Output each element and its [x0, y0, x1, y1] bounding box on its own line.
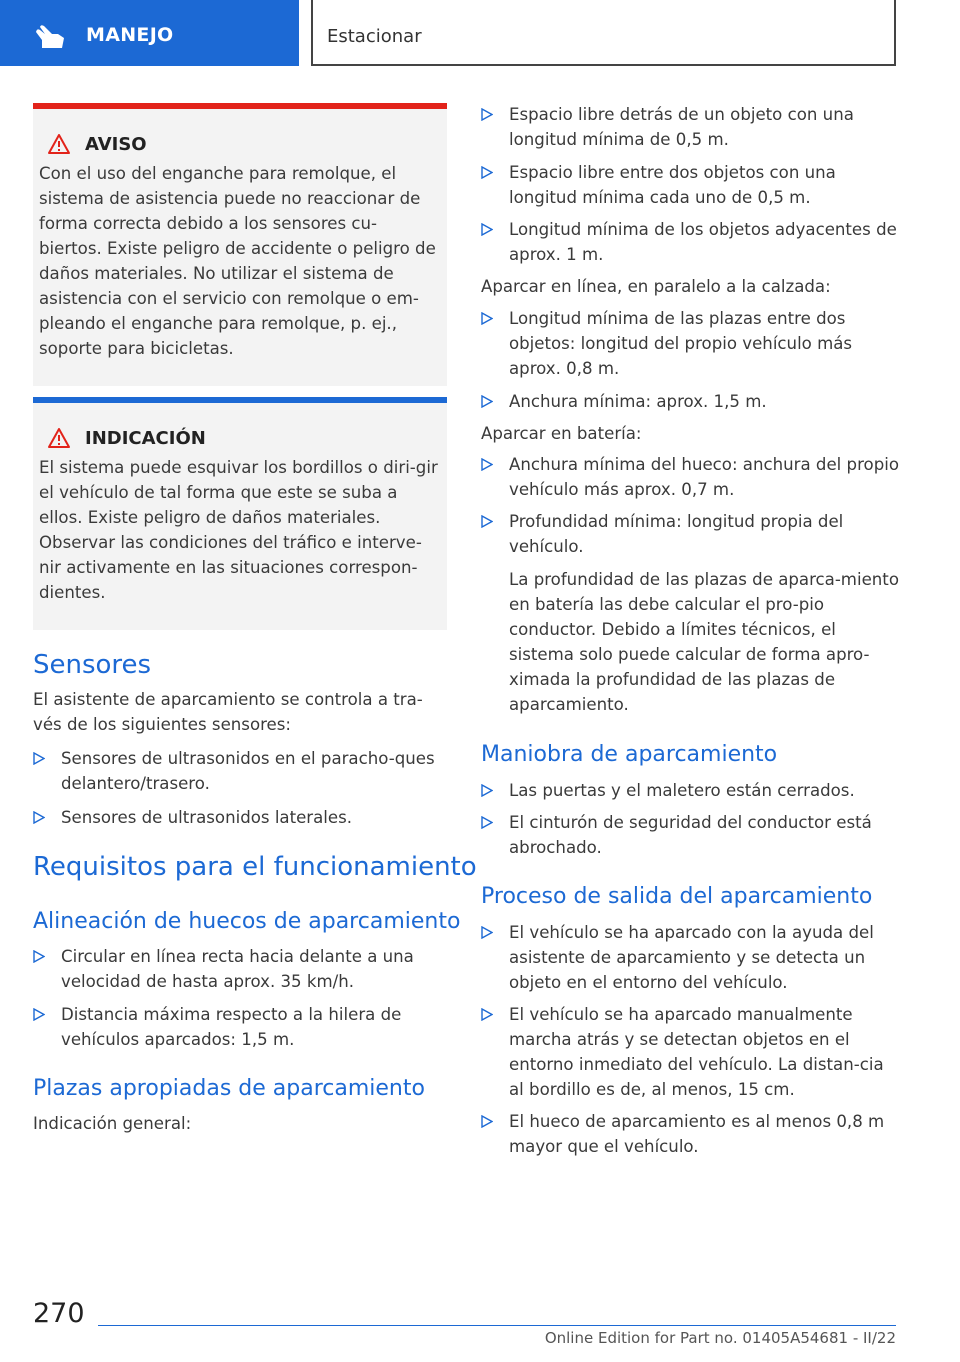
salida-heading: Proceso de salida del aparcamiento — [481, 884, 873, 909]
list-item-text: Sensores de ultrasonidos laterales. — [61, 808, 353, 827]
warning-text: Con el uso del enganche para remolque, el sistema de asistencia puede no reaccionar de forma correcta debido a los sensores cu-biertos. Existe peligro de accidente o peligro de daños materiales. No utilizar el sistema de asistencia con el servicio con remolque o em-pleando el enganche para remolque, p. ej., soporte para bicicletas. — [39, 164, 436, 358]
list-item — [481, 778, 899, 803]
triangle-bullet-icon — [481, 1115, 493, 1128]
plazas-heading: Plazas apropiadas de aparcamiento — [33, 1076, 425, 1101]
triangle-bullet-icon — [481, 108, 493, 121]
sensores-intro: El asistente de aparcamiento se controla a tra-vés de los siguientes sensores: — [33, 690, 423, 734]
linea-intro: Aparcar en línea, en paralelo a la calzada: — [481, 277, 831, 296]
bateria-note: La profundidad de las plazas de aparca-miento en batería las debe calcular el pro-pio conductor. Debido a límites técnicos, el sistema solo puede calcular de forma apro-ximada la profundidad de las plazas de aparcamiento. — [509, 570, 899, 714]
alineacion-heading: Alineación de huecos de aparcamiento — [33, 909, 461, 934]
list-item-text: Circular en línea recta hacia delante a una velocidad de hasta aprox. 35 km/h. — [61, 947, 414, 991]
list-item-text: Anchura mínima: aprox. 1,5 m. — [509, 392, 767, 411]
note-text: El sistema puede esquivar los bordillos o diri-gir el vehículo de tal forma que este se suba a ellos. Existe peligro de daños materiales. Observar las condiciones del tráfico e interve-nir activamente en las situaciones correspon-dientes. — [39, 458, 438, 602]
list-item — [481, 509, 899, 559]
triangle-bullet-icon — [33, 752, 45, 765]
list-item — [481, 1109, 899, 1159]
note-header — [39, 425, 439, 451]
list-item — [481, 102, 899, 152]
note-label: INDICACIÓN — [85, 427, 206, 449]
section-label: MANEJO — [86, 24, 174, 46]
list-item-text: El vehículo se ha aparcado con la ayuda del asistente de aparcamiento y se detecta un objeto en el entorno del vehículo. — [509, 923, 874, 992]
chapter-title: Estacionar — [327, 26, 422, 47]
list-item — [33, 1002, 447, 1052]
triangle-bullet-icon — [33, 811, 45, 824]
list-item-text: Las puertas y el maletero están cerrados. — [509, 781, 855, 800]
list-item-text: El cinturón de seguridad del conductor está abrochado. — [509, 813, 872, 857]
triangle-bullet-icon — [481, 515, 493, 528]
page-header — [0, 0, 960, 66]
list-item-text: Espacio libre detrás de un objeto con una longitud mínima de 0,5 m. — [509, 105, 854, 149]
list-item — [481, 389, 899, 414]
triangle-bullet-icon — [481, 458, 493, 471]
triangle-bullet-icon — [481, 1008, 493, 1021]
sensores-heading: Sensores — [33, 650, 152, 680]
triangle-bullet-icon — [481, 395, 493, 408]
footer-edition: Online Edition for Part no. 01405A54681 - II/22 — [544, 1329, 896, 1347]
chapter-box — [311, 0, 896, 66]
requisitos-heading: Requisitos para el funcionamiento — [33, 852, 477, 882]
footer-rule — [98, 1325, 896, 1326]
list-item — [481, 1002, 899, 1102]
bateria-intro: Aparcar en batería: — [481, 424, 642, 443]
list-item — [481, 920, 899, 995]
triangle-bullet-icon — [481, 816, 493, 829]
list-item — [33, 805, 447, 830]
list-item — [33, 746, 447, 796]
triangle-bullet-icon — [481, 166, 493, 179]
list-item-text: Distancia máxima respecto a la hilera de vehículos aparcados: 1,5 m. — [61, 1005, 402, 1049]
steering-hand-icon — [32, 22, 66, 50]
list-item-text: Espacio libre entre dos objetos con una longitud mínima cada uno de 0,5 m. — [509, 163, 836, 207]
list-item-text: El vehículo se ha aparcado manualmente marcha atrás y se detectan objetos en el entorno inmediato del vehículo. La distan-cia al bordillo es de, al menos, 15 cm. — [509, 1005, 884, 1099]
warning-triangle-icon — [47, 427, 71, 449]
triangle-bullet-icon — [481, 223, 493, 236]
list-item — [481, 217, 899, 267]
list-item — [481, 306, 899, 381]
list-item-text: Profundidad mínima: longitud propia del vehículo. — [509, 512, 844, 556]
list-item — [481, 452, 899, 502]
triangle-bullet-icon — [481, 312, 493, 325]
warning-header — [39, 131, 439, 157]
list-item-text: Sensores de ultrasonidos en el paracho-ques delantero/trasero. — [61, 749, 435, 793]
warning-triangle-icon — [47, 133, 71, 155]
warning-box — [33, 103, 447, 386]
list-item — [33, 944, 447, 994]
page-number: 270 — [33, 1298, 85, 1329]
list-item-text: Longitud mínima de las plazas entre dos objetos: longitud del propio vehículo más aprox. 0,8 m. — [509, 309, 853, 378]
list-item-text: Anchura mínima del hueco: anchura del propio vehículo más aprox. 0,7 m. — [509, 455, 899, 499]
triangle-bullet-icon — [481, 784, 493, 797]
list-item — [481, 810, 899, 860]
triangle-bullet-icon — [481, 926, 493, 939]
maniobra-heading: Maniobra de aparcamiento — [481, 742, 778, 767]
note-box — [33, 397, 447, 630]
list-item — [481, 160, 899, 210]
triangle-bullet-icon — [33, 1008, 45, 1021]
plazas-intro: Indicación general: — [33, 1114, 192, 1133]
triangle-bullet-icon — [33, 950, 45, 963]
list-item-text: El hueco de aparcamiento es al menos 0,8 m mayor que el vehículo. — [509, 1112, 885, 1156]
warning-label: AVISO — [85, 133, 147, 155]
list-item-text: Longitud mínima de los objetos adyacentes de aprox. 1 m. — [509, 220, 897, 264]
section-tab — [0, 0, 299, 66]
